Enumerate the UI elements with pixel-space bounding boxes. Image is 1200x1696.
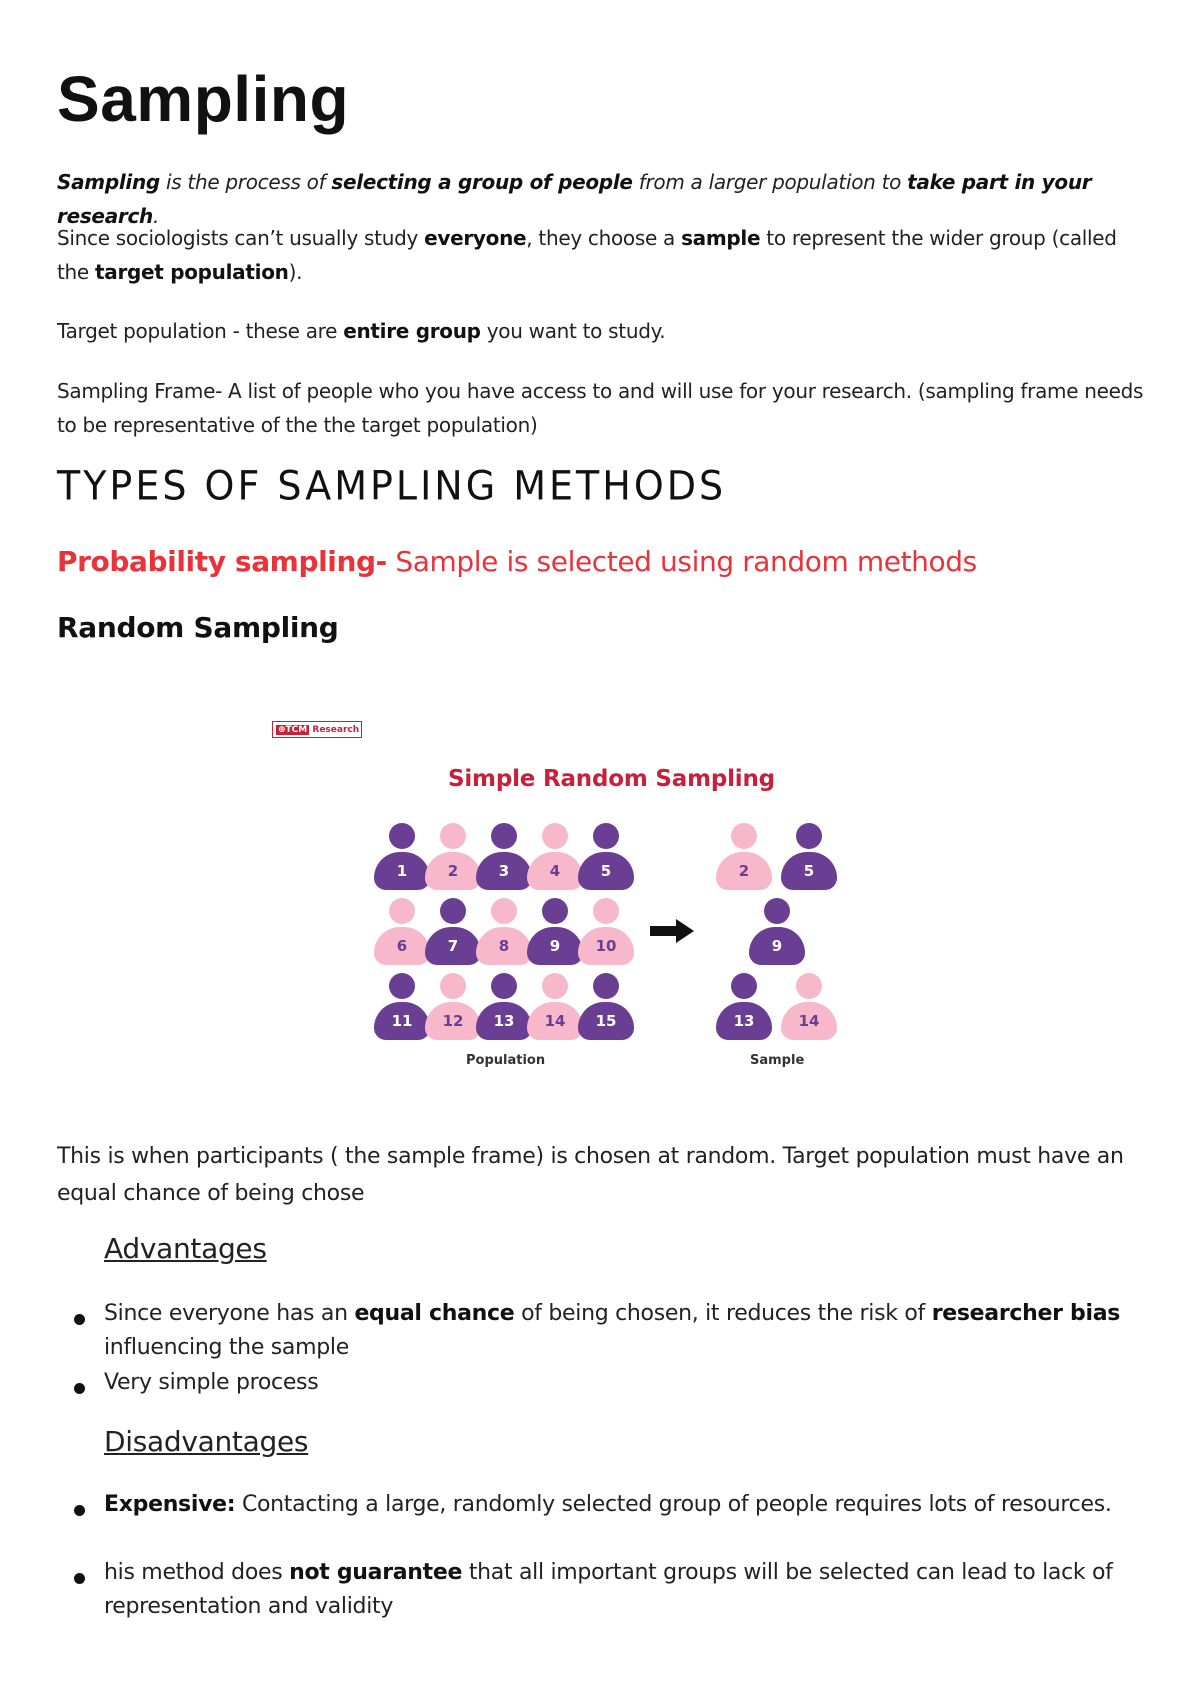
population-person	[527, 898, 583, 966]
person-head-icon	[440, 898, 466, 924]
bullet-icon	[74, 1573, 85, 1584]
sample-person	[781, 973, 837, 1041]
random-sampling-heading: Random Sampling	[57, 611, 339, 644]
sample-person	[749, 898, 805, 966]
population-person	[425, 898, 481, 966]
sampling-definition: Sampling is the process of selecting a group of people from a larger population to take part in your research.	[57, 170, 1092, 228]
person-number: 10	[578, 927, 634, 965]
person-head-icon	[389, 823, 415, 849]
person-head-icon	[542, 973, 568, 999]
person-head-icon	[731, 973, 757, 999]
population-person	[476, 973, 532, 1041]
sample-person	[716, 973, 772, 1041]
population-person	[374, 898, 430, 966]
random-sampling-description: This is when participants ( the sample frame) is chosen at random. Target population must have an equal chance of being chose	[57, 1144, 1124, 1206]
person-head-icon	[764, 898, 790, 924]
person-number: 9	[749, 927, 805, 965]
population-person	[578, 823, 634, 891]
population-person	[578, 898, 634, 966]
population-person	[374, 973, 430, 1041]
person-head-icon	[593, 973, 619, 999]
disadvantage-item-2: his method does not guarantee that all important groups will be selected can lead to lack of representation and validity	[104, 1560, 1113, 1619]
person-number: 1	[374, 852, 430, 890]
person-number: 14	[527, 1002, 583, 1040]
person-number: 5	[781, 852, 837, 890]
advantage-item-2: Very simple process	[104, 1370, 319, 1395]
target-population-paragraph: Target population - these are entire group you want to study.	[57, 319, 666, 343]
page-title: Sampling	[57, 63, 350, 135]
person-head-icon	[542, 823, 568, 849]
person-head-icon	[389, 898, 415, 924]
diagram-title: Simple Random Sampling	[448, 766, 775, 792]
disadvantage-item-1: Expensive: Contacting a large, randomly selected group of people requires lots of resources.	[104, 1492, 1112, 1517]
bullet-icon	[74, 1505, 85, 1516]
person-head-icon	[796, 823, 822, 849]
tcm-research-logo: ⊕TCM Research	[272, 721, 362, 738]
person-number: 6	[374, 927, 430, 965]
person-head-icon	[593, 823, 619, 849]
disadvantages-heading: Disadvantages	[104, 1425, 309, 1458]
person-head-icon	[731, 823, 757, 849]
person-head-icon	[542, 898, 568, 924]
person-number: 2	[425, 852, 481, 890]
advantages-heading: Advantages	[104, 1232, 267, 1265]
population-person	[425, 823, 481, 891]
population-person	[527, 823, 583, 891]
advantage-item-1: Since everyone has an equal chance of being chosen, it reduces the risk of researcher bias influencing the sample	[104, 1301, 1121, 1360]
person-head-icon	[491, 898, 517, 924]
person-head-icon	[796, 973, 822, 999]
population-person	[527, 973, 583, 1041]
person-number: 2	[716, 852, 772, 890]
person-number: 13	[716, 1002, 772, 1040]
person-number: 12	[425, 1002, 481, 1040]
sample-person	[781, 823, 837, 891]
population-label: Population	[466, 1053, 546, 1068]
population-person	[374, 823, 430, 891]
bullet-icon	[74, 1314, 85, 1325]
sample-label: Sample	[750, 1053, 805, 1068]
person-number: 13	[476, 1002, 532, 1040]
person-head-icon	[491, 973, 517, 999]
person-head-icon	[593, 898, 619, 924]
person-number: 11	[374, 1002, 430, 1040]
since-paragraph: Since sociologists can’t usually study everyone, they choose a sample to represent the wider group (called the target population).	[57, 226, 1117, 284]
probability-sampling-heading: Probability sampling- Sample is selected using random methods	[57, 545, 977, 578]
types-heading: TYPES OF SAMPLING METHODS	[57, 462, 727, 510]
person-number: 8	[476, 927, 532, 965]
person-number: 15	[578, 1002, 634, 1040]
person-number: 3	[476, 852, 532, 890]
person-number: 7	[425, 927, 481, 965]
population-person	[578, 973, 634, 1041]
sampling-frame-paragraph: Sampling Frame- A list of people who you have access to and will use for your research. (sampling frame needs to be representative of the the target population)	[57, 379, 1144, 437]
person-number: 14	[781, 1002, 837, 1040]
person-head-icon	[491, 823, 517, 849]
person-head-icon	[440, 823, 466, 849]
population-person	[476, 898, 532, 966]
person-number: 9	[527, 927, 583, 965]
bullet-icon	[74, 1383, 85, 1394]
arrow-right-icon	[650, 919, 694, 943]
sample-person	[716, 823, 772, 891]
person-number: 5	[578, 852, 634, 890]
person-head-icon	[440, 973, 466, 999]
population-person	[425, 973, 481, 1041]
population-person	[476, 823, 532, 891]
person-number: 4	[527, 852, 583, 890]
person-head-icon	[389, 973, 415, 999]
